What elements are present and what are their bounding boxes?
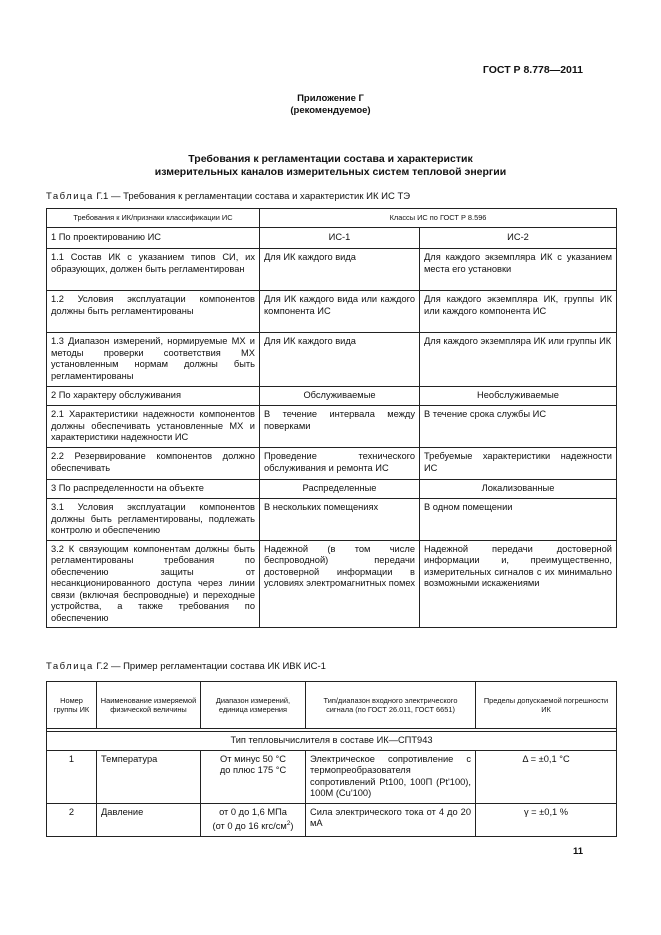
is2-cell: Требуемые характеристики надежности ИС: [420, 448, 617, 480]
is1-cell: В течение интервала между поверками: [260, 406, 420, 448]
section-row: [47, 480, 617, 499]
table1-caption-text: Г.1 — Требования к регламентации состава и характеристик ИК ИС ТЭ: [96, 191, 411, 202]
error-limit: γ = ±0,1 %: [476, 803, 617, 836]
channel-composition-table: [46, 681, 617, 837]
table-row: [47, 448, 617, 480]
is2-cell: В одном помещении: [420, 499, 617, 541]
requirements-table: [46, 208, 617, 628]
is1-cell: Проведение технического обслуживания и ремонта ИС: [260, 448, 420, 480]
is1-cell: Для ИК каждого вида: [260, 333, 420, 387]
signal-type: Сила электрического тока от 4 до 20 мА: [306, 803, 476, 836]
range-line-2: [205, 818, 301, 833]
range-line-2: до плюс 175 °С: [219, 765, 287, 775]
table-row: [47, 406, 617, 448]
requirement-cell: 3 По распределенности на объекте: [47, 480, 260, 499]
appendix-title: Приложение Г: [297, 93, 364, 104]
range-exponent: 2: [286, 820, 291, 827]
header-quantity-name: Наименование измеряемой физической величины: [97, 682, 201, 729]
table2-caption: [46, 661, 326, 672]
table-row: [47, 750, 617, 803]
is2-cell: Надежной передачи достоверной информации и, преимущественно, измерительных сигналов с их минимально возможными искажениями: [420, 540, 617, 628]
is2-cell: Необслуживаемые: [420, 387, 617, 406]
requirement-cell: 1.1 Состав ИК с указанием типов СИ, их образующих, должен быть регламентирован: [47, 249, 260, 291]
range-close: ): [290, 821, 294, 832]
table-row: [47, 333, 617, 387]
table2-caption-word: Таблица: [46, 661, 94, 672]
table-row: [47, 803, 617, 836]
table1-caption-word: Таблица: [46, 191, 94, 202]
requirement-cell: 2.2 Резервирование компонентов должно обеспечивать: [47, 448, 260, 480]
is1-cell: Надежной (в том числе беспроводной) передачи достоверной информации в условиях электромагнитных помех: [260, 540, 420, 628]
table-row: [47, 499, 617, 541]
section-row: [47, 387, 617, 406]
requirement-cell: 1.3 Диапазон измерений, нормируемые МХ и методы проверки соответствия МХ установленным нормам должны быть регламентированы: [47, 333, 260, 387]
is1-cell: В нескольких помещениях: [260, 499, 420, 541]
is1-cell: Распределенные: [260, 480, 420, 499]
group-number: 2: [47, 803, 97, 836]
quantity-name: Давление: [97, 803, 201, 836]
measurement-range: [201, 750, 306, 803]
is2-cell: Локализованные: [420, 480, 617, 499]
is1-cell: Для ИК каждого вида или каждого компонента ИС: [260, 291, 420, 333]
is1-cell: Для ИК каждого вида: [260, 249, 420, 291]
measurement-range: [201, 803, 306, 836]
table-row: [47, 540, 617, 628]
is1-cell: ИС-1: [260, 228, 420, 249]
range-text: (от 0 до 16 кгс/см: [212, 821, 287, 832]
range-line-1: от 0 до 1,6 МПа: [219, 806, 287, 817]
is2-cell: Для каждого экземпляра ИК, группы ИК или каждого компонента ИС: [420, 291, 617, 333]
requirement-cell: 2.1 Характеристики надежности компонентов должны обеспечивать установленные МХ и характеристики надежности ИС: [47, 406, 260, 448]
requirement-cell: 1 По проектированию ИС: [47, 228, 260, 249]
is2-cell: Для каждого экземпляра ИК с указанием места его установки: [420, 249, 617, 291]
requirement-cell: 3.1 Условия эксплуатации компонентов должны быть регламентированы, подлежать контролю и обеспечению: [47, 499, 260, 541]
header-group-number: Номер группы ИК: [47, 682, 97, 729]
group-number: 1: [47, 750, 97, 803]
requirement-cell: 3.2 К связующим компонентам должны быть регламентированы требования по обеспечению защиты от несанкционированного доступа через линии связи (включая беспроводные) и переходные устройства, а также требования по обеспечению: [47, 540, 260, 628]
is2-cell: ИС-2: [420, 228, 617, 249]
section-row: [47, 228, 617, 249]
table-header-row: [47, 209, 617, 228]
header-error-limits: Пределы допускаемой погрешности ИК: [476, 682, 617, 729]
header-requirements: Требования к ИК/признаки классификации ИС: [47, 209, 260, 228]
range-line-1: От минус 50 °С: [220, 753, 286, 764]
header-signal-type: Тип/диапазон входного электрического сигнала (по ГОСТ 26.011, ГОСТ 6651): [306, 682, 476, 729]
quantity-name: Температура: [97, 750, 201, 803]
table2-caption-text: Г.2 — Пример регламентации состава ИК ИВК ИС-1: [96, 661, 326, 672]
table-header-row: [47, 682, 617, 729]
is2-cell: В течение срока службы ИС: [420, 406, 617, 448]
requirement-cell: 2 По характеру обслуживания: [47, 387, 260, 406]
header-measurement-range: Диапазон измерений, единица измерения: [201, 682, 306, 729]
table-row: [47, 249, 617, 291]
calculator-type: Тип тепловычислителя в составе ИК—СПТ943: [47, 732, 617, 751]
is2-cell: Для каждого экземпляра ИК или группы ИК: [420, 333, 617, 387]
error-limit: Δ = ±0,1 °С: [476, 750, 617, 803]
table1-caption: [46, 191, 410, 202]
table-row: [47, 291, 617, 333]
appendix-note: (рекомендуемое): [290, 105, 371, 116]
document-code: ГОСТ Р 8.778—2011: [482, 64, 583, 76]
is1-cell: Обслуживаемые: [260, 387, 420, 406]
section-title-line-1: Требования к регламентации состава и характеристик: [188, 153, 473, 165]
page-number: 11: [572, 846, 583, 857]
header-classes: Классы ИС по ГОСТ Р 8.596: [260, 209, 617, 228]
requirement-cell: 1.2 Условия эксплуатации компонентов должны быть регламентированы: [47, 291, 260, 333]
signal-type: Электрическое сопротивление с термопреобразователя сопротивлений Pt100, 100П (Pt'100), 100М (Cu'100): [306, 750, 476, 803]
subheader-row: [47, 732, 617, 751]
section-title-line-2: измерительных каналов измерительных систем тепловой энергии: [154, 166, 507, 178]
